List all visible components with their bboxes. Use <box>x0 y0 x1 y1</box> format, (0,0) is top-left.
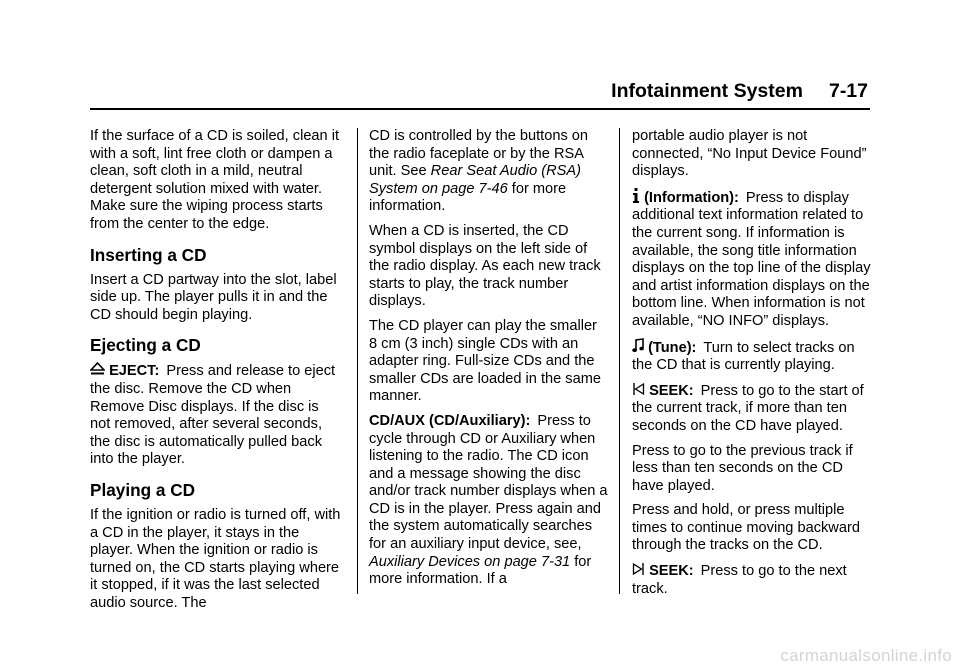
info-text: Press to display additional text information related to the current song. If information is available, the song title information displays on the top line of the display and artist information displays on the bottom line. When information is not available, “NO INFO” displays. <box>632 189 871 329</box>
paragraph-seek-back <box>632 382 872 436</box>
paragraph-inserted: When a CD is inserted, the CD symbol displays on the left side of the radio display. As each new track starts to play, the track number displays. <box>369 222 601 310</box>
column-divider-2 <box>619 128 620 594</box>
rsa-link[interactable]: Rear Seat Audio (RSA) System on page 7-46 <box>369 163 581 197</box>
heading-ejecting: Ejecting a CD <box>90 335 201 356</box>
info-term: (Information): <box>644 189 739 206</box>
eject-icon <box>90 362 105 381</box>
controlled-text-a: CD is controlled by the buttons on the radio faceplate or by the RSA unit. See <box>369 128 589 180</box>
paragraph-controlled <box>369 128 609 216</box>
watermark: carmanualsonline.info <box>780 646 952 665</box>
cdaux-text-a: Press to cycle through CD or Auxiliary when listening to the radio. The CD icon and a message showing the disc and/or track number displays when a CD is in the player. Press again and the system automatically searches for an auxiliary input device, see, <box>369 412 608 553</box>
cdaux-text-b: for more information. If a <box>369 553 592 588</box>
paragraph-eject <box>90 362 342 469</box>
header-title: Infotainment System <box>611 80 803 102</box>
info-icon <box>632 188 640 208</box>
column-divider-1 <box>357 128 358 594</box>
paragraph-cdaux <box>369 413 609 589</box>
paragraph-seek-forward <box>632 562 872 598</box>
tune-icon <box>632 338 644 358</box>
aux-link[interactable]: Auxiliary Devices on page 7-31 <box>369 553 571 570</box>
paragraph-portable: portable audio player is not connected, “No Input Device Found” displays. <box>632 128 867 180</box>
seek-forward-term: SEEK: <box>649 563 694 580</box>
seek-forward-text: Press to go to the next track. <box>632 563 847 597</box>
tune-text: Turn to select tracks on the CD that is currently playing. <box>632 339 855 374</box>
column-2 <box>369 128 609 596</box>
tune-term: (Tune): <box>648 339 697 356</box>
paragraph-hold: Press and hold, or press multiple times to continue moving backward through the tracks on the CD. <box>632 502 860 554</box>
paragraph-playing: If the ignition or radio is turned off, with a CD in the player, it stays in the player. When the ignition or radio is turned on, the CD starts playing where it stopped, if it was the last selected audio source. The <box>90 506 341 611</box>
cdaux-term: CD/AUX (CD/Auxiliary): <box>369 412 531 429</box>
paragraph-tune <box>632 338 872 375</box>
header-rule <box>90 108 870 110</box>
seek-back-text: Press to go to the start of the current track, if more than ten seconds on the CD have played. <box>632 382 864 434</box>
paragraph-soiled: If the surface of a CD is soiled, clean it with a soft, lint free cloth or dampen a clean, soft cloth in a mild, neutral detergent solution mixed with water. Make sure the wiping process starts from the center to the edge. <box>90 128 340 232</box>
page-number: 7-17 <box>828 80 868 102</box>
seek-back-term: SEEK: <box>649 382 694 399</box>
paragraph-info <box>632 188 872 331</box>
paragraph-previous: Press to go to the previous track if less than ten seconds on the CD have played. <box>632 442 853 494</box>
eject-term: EJECT: <box>109 363 160 380</box>
controlled-text-b: for more information. <box>369 180 567 215</box>
seek-forward-icon <box>632 562 645 581</box>
page-header <box>610 80 868 106</box>
seek-back-icon <box>632 382 645 401</box>
eject-text: Press and release to eject the disc. Remove the CD when Remove Disc displays. If the disc is not removed, after several seconds, the disc is automatically pulled back into the player. <box>90 363 336 468</box>
column-3 <box>632 128 872 605</box>
paragraph-8cm: The CD player can play the smaller 8 cm (3 inch) single CDs with an adapter ring. Full-size CDs and the smaller CDs are loaded in the same manner. <box>369 317 601 405</box>
heading-inserting: Inserting a CD <box>90 244 207 265</box>
heading-playing: Playing a CD <box>90 479 196 500</box>
paragraph-inserting: Insert a CD partway into the slot, label side up. The player pulls it in and the CD should begin playing. <box>90 271 337 323</box>
column-1 <box>90 128 342 619</box>
